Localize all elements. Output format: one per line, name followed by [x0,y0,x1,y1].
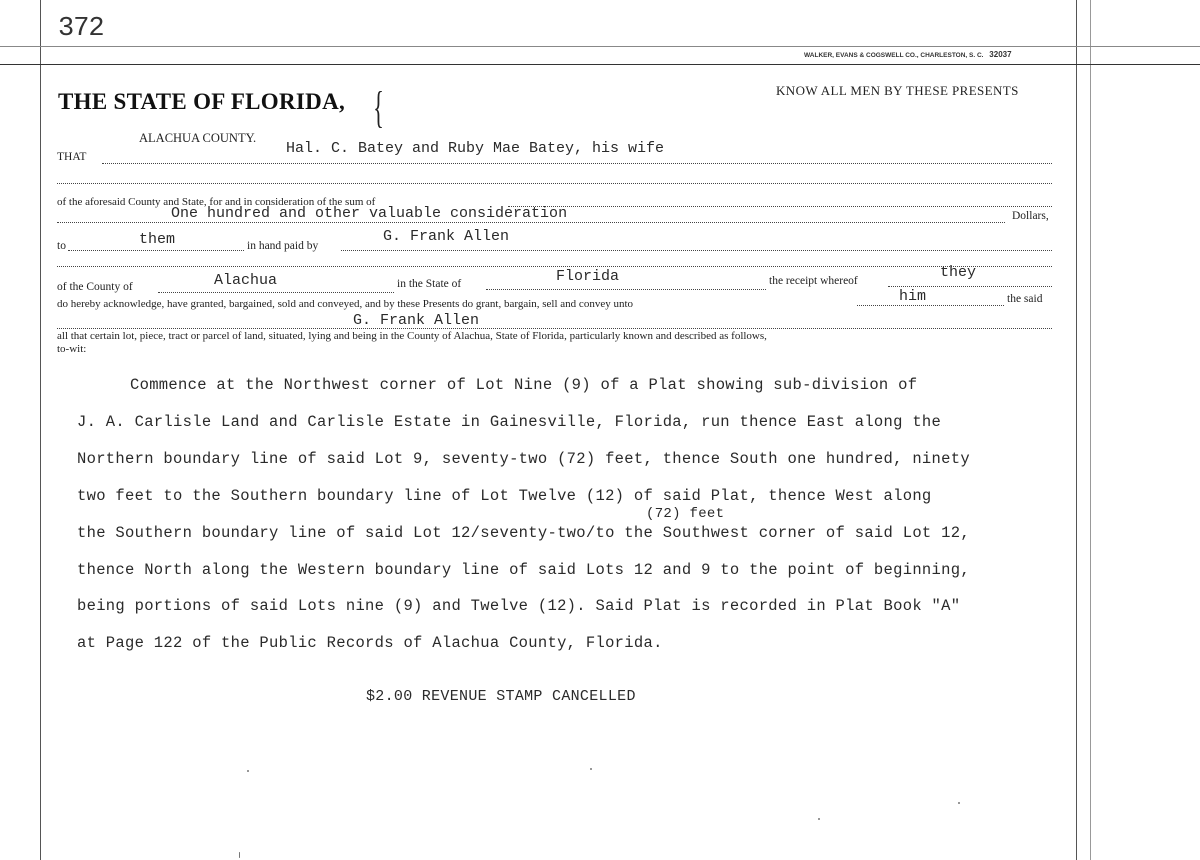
form-number: 32037 [989,50,1012,59]
consideration-value: One hundred and other valuable consideration [171,205,568,222]
state-title: THE STATE OF FLORIDA, [58,89,346,114]
the-said-label: the said [1007,293,1043,305]
unto-dotline [857,305,1004,306]
acknowledge-text: do hereby acknowledge, have granted, bargained, sold and conveyed, and by these Presents do grant, bargain, sell and convey unto [57,298,634,310]
right-margin-line [1076,0,1077,860]
scan-speck [247,770,249,772]
right-edge-line [1090,0,1091,860]
dollars-label: Dollars, [1012,210,1049,222]
receipt-label: the receipt whereof [769,275,858,287]
page-number: 372 [58,14,104,44]
to-dotline [68,250,244,251]
paid-to-value: them [139,231,176,248]
county-value: Alachua [214,272,278,289]
header-rule-2 [0,64,1200,65]
description-line-4: two feet to the Southern boundary line of Lot Twelve (12) of said Plat, thence West along [77,487,932,505]
title-brace: { [373,83,384,132]
land-text: all that certain lot, piece, tract or parcel of land, situated, lying and being in the County of Alachua, State of Florida, particularly known and described as follows, [57,330,767,342]
description-line-2: J. A. Carlisle Land and Carlisle Estate in Gainesville, Florida, run thence East along the [77,413,942,431]
description-line-8: at Page 122 of the Public Records of Alachua County, Florida. [77,634,663,652]
state-value: Florida [556,268,620,285]
paid-by-value: G. Frank Allen [383,228,510,245]
description-insertion: (72) feet [646,506,725,522]
header-rule [0,46,1200,47]
blank-dotline-2 [57,266,1052,267]
description-line-7: being portions of said Lots nine (9) and Twelve (12). Said Plat is recorded in Plat Book "A" [77,597,961,615]
county-of-label: of the County of [57,281,133,293]
state-dotline [486,289,766,290]
grantee-value: G. Frank Allen [353,312,480,329]
county-label: ALACHUA COUNTY. [139,131,257,145]
county-dotline [158,292,394,293]
state-of-label: in the State of [397,278,462,290]
grantors-value: Hal. C. Batey and Ruby Mae Batey, his wife [286,140,665,157]
scan-speck [818,818,820,820]
receipt-value: they [940,264,977,281]
consideration-label: of the aforesaid County and State, for and in consideration of the sum of [57,196,376,208]
scan-speck [239,852,240,858]
consideration-dotline-2 [57,222,1005,223]
description-line-1: Commence at the Northwest corner of Lot Nine (9) of a Plat showing sub-division of [130,376,918,394]
preamble: KNOW ALL MEN BY THESE PRESENTS [776,83,1019,98]
paid-by-dotline [341,250,1052,251]
consideration-dotline-1 [508,206,1052,207]
unto-value: him [899,288,927,305]
description-line-5: the Southern boundary line of said Lot 12/seventy-two/to the Southwest corner of said Lot 12, [77,524,970,542]
blank-dotline-1 [57,183,1052,184]
scan-speck [590,768,592,770]
that-label: THAT [57,151,87,163]
that-dotline [102,163,1052,164]
description-line-3: Northern boundary line of said Lot 9, seventy-two (72) feet, thence South one hundred, ninety [77,450,970,468]
description-line-6: thence North along the Western boundary line of said Lots 12 and 9 to the point of beginning, [77,561,970,579]
paid-by-label: in hand paid by [247,240,319,252]
receipt-dotline [888,286,1052,287]
printer-name: WALKER, EVANS & COGSWELL CO., CHARLESTON, S. C. [804,52,984,59]
printer-imprint [804,50,1012,59]
left-margin-line [40,0,41,860]
to-label: to [57,240,66,252]
revenue-stamp-note: $2.00 REVENUE STAMP CANCELLED [366,688,636,705]
grantee-dotline [57,328,1052,329]
scan-speck [958,802,960,804]
to-wit: to-wit: [57,343,87,355]
